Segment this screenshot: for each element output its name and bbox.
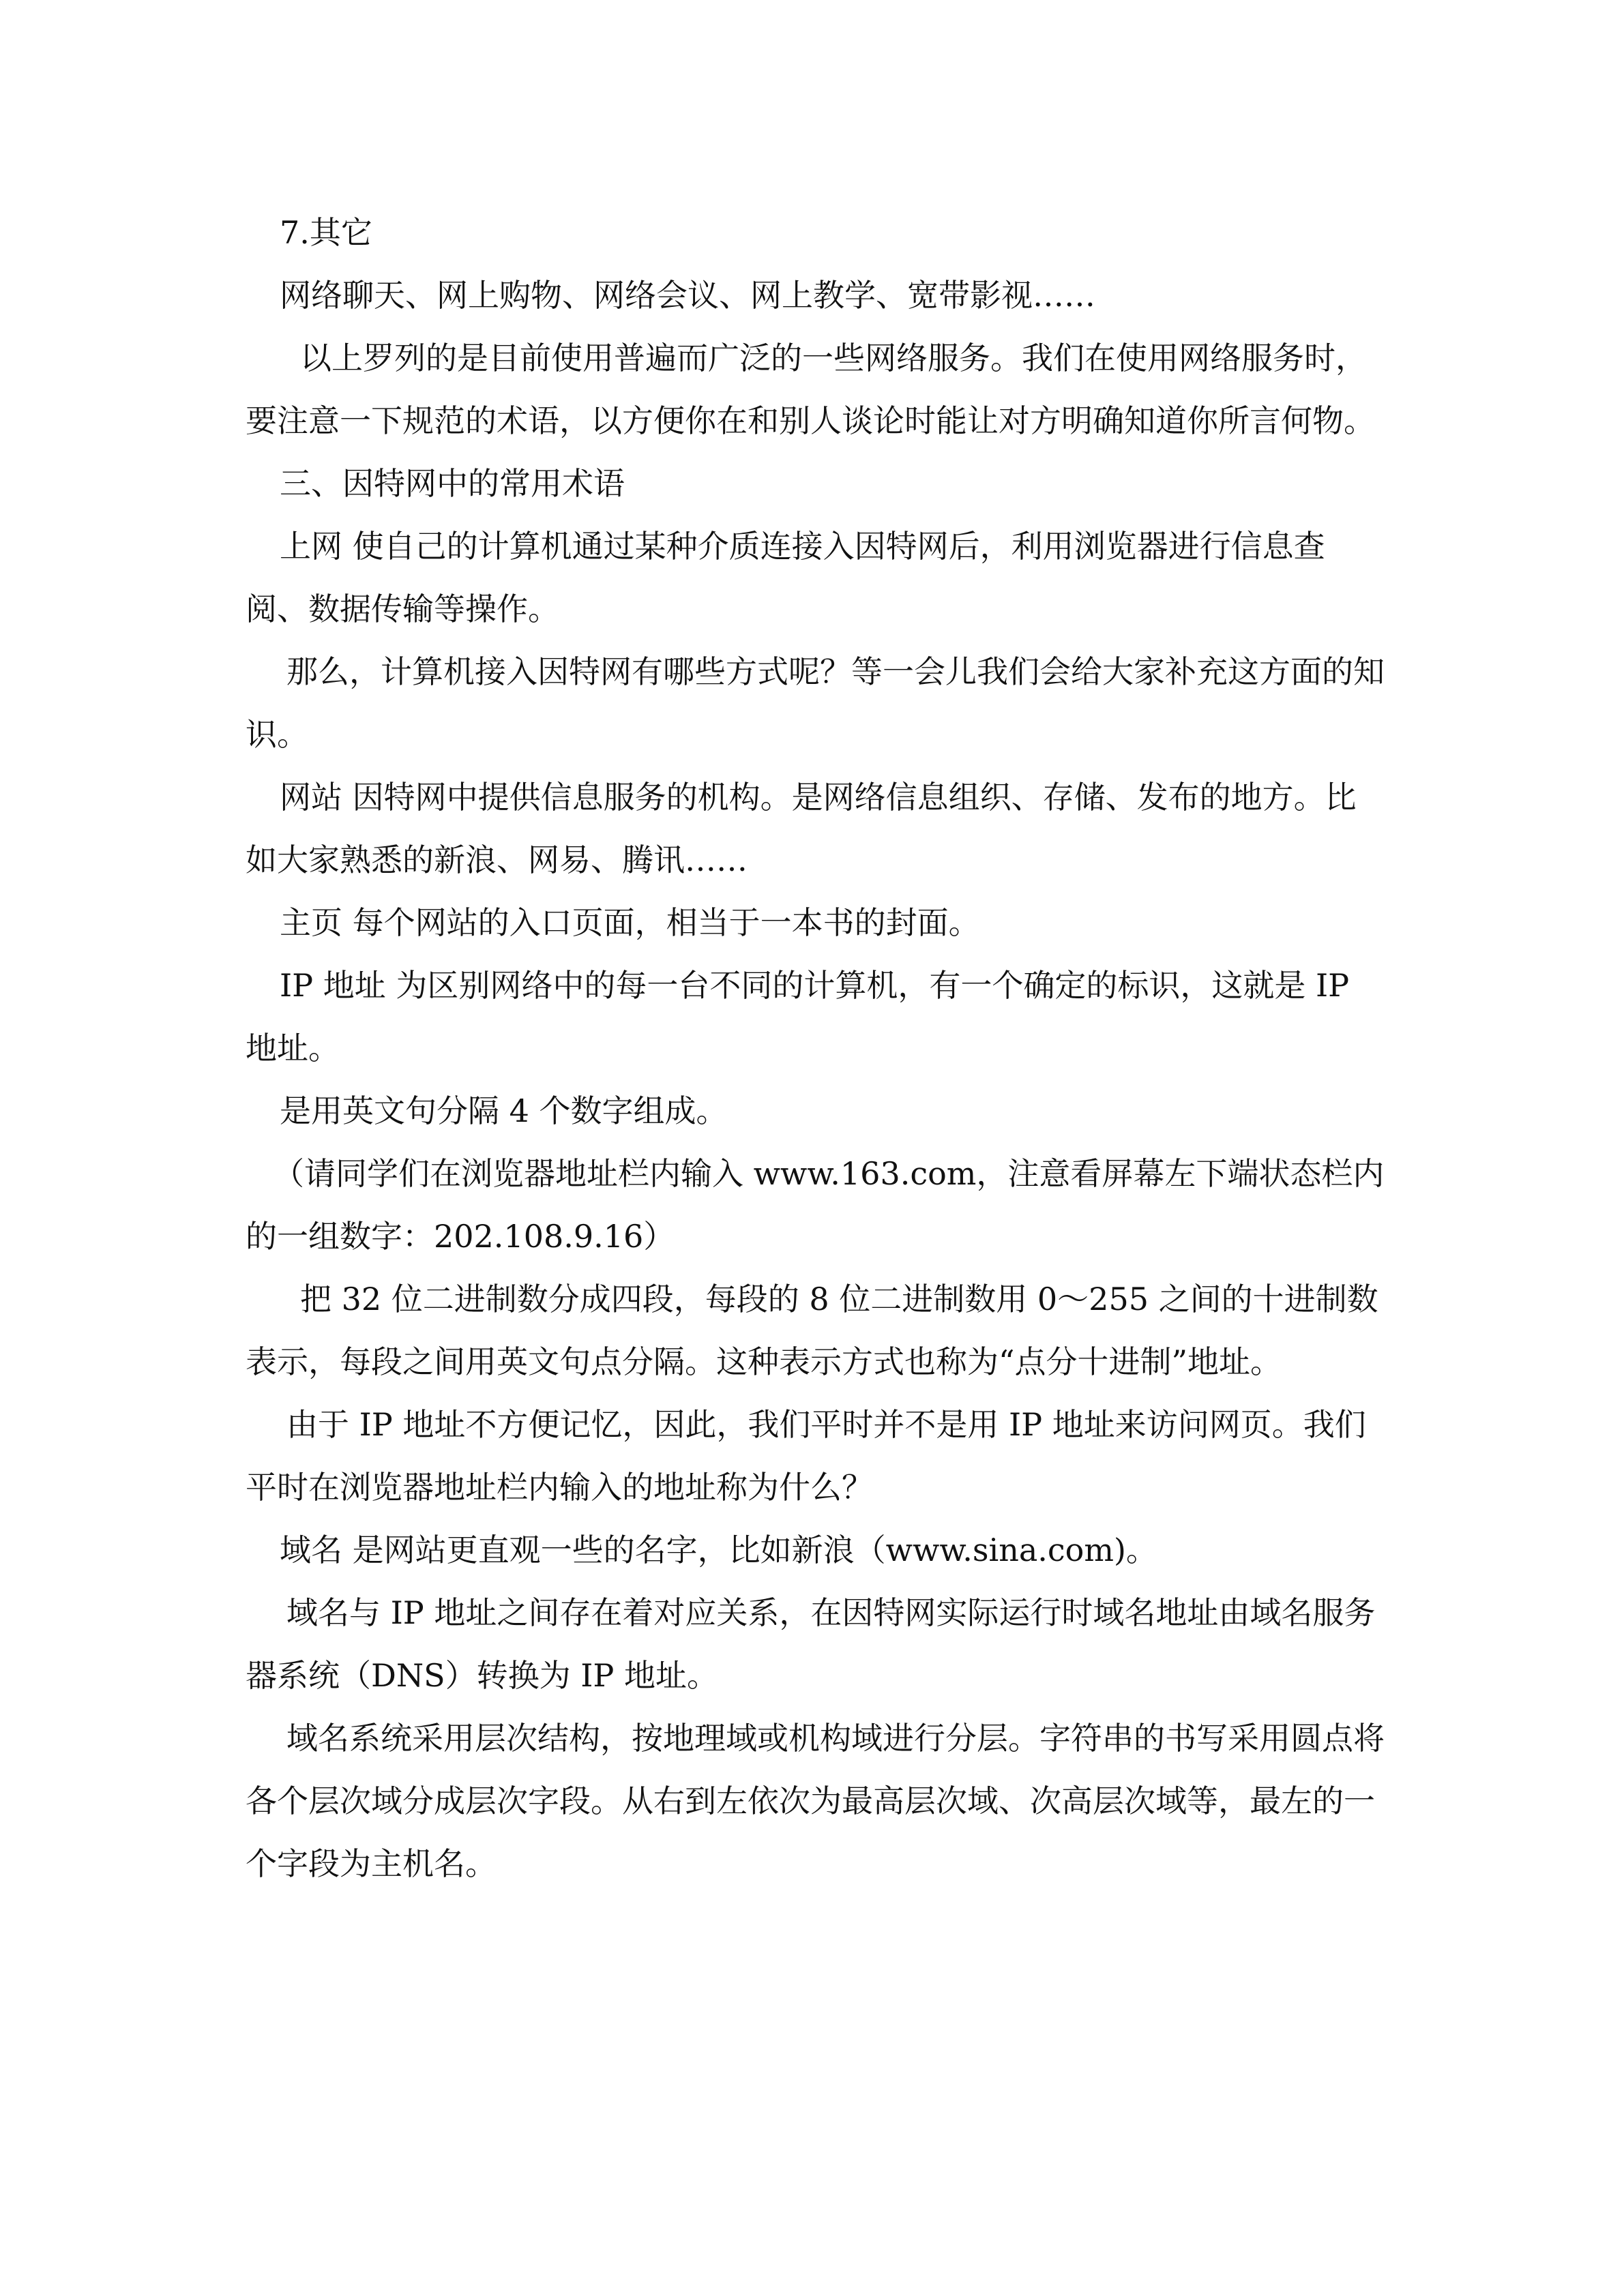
paragraph-network-services-list: 网络聊天、网上购物、网络会议、网上教学、宽带影视…… <box>280 277 1095 314</box>
paragraph-dotted-decimal: 把 32 位二进制数分成四段，每段的 8 位二进制数用 0～255 之间的十进制数表示，每段之间用英文句点分隔。这种表示方式也称为“点分十进制”地址。 <box>246 1281 1378 1380</box>
paragraph-term-domain-name: 域名 是网站更直观一些的名字，比如新浪（www.sina.com)。 <box>280 1532 1157 1568</box>
paragraph-term-website: 网站 因特网中提供信息服务的机构。是网络信息组织、存储、发布的地方。比如大家熟悉的新浪、网易、腾讯…… <box>246 779 1357 878</box>
paragraph-ip-format: 是用英文句分隔 4 个数字组成。 <box>280 1092 728 1129</box>
paragraph-term-online: 上网 使自己的计算机通过某种介质连接入因特网后，利用浏览器进行信息查阅、数据传输等操作。 <box>246 528 1325 627</box>
document-body <box>246 201 1385 1895</box>
paragraph-domain-hierarchy: 域名系统采用层次结构，按地理域或机构域进行分层。字符串的书写采用圆点将各个层次域分成层次字段。从右到左依次为最高层次域、次高层次域等，最左的一个字段为主机名。 <box>246 1720 1385 1882</box>
paragraph-term-ip-address: IP 地址 为区别网络中的每一台不同的计算机，有一个确定的标识，这就是 IP 地址。 <box>246 967 1350 1067</box>
section-heading-common-terms: 三、因特网中的常用术语 <box>280 465 625 502</box>
paragraph-dns-mapping: 域名与 IP 地址之间存在着对应关系，在因特网实际运行时域名地址由域名服务器系统（DNS）转换为 IP 地址。 <box>246 1594 1376 1694</box>
paragraph-ip-memory: 由于 IP 地址不方便记忆，因此，我们平时并不是用 IP 地址来访问网页。我们平时在浏览器地址栏内输入的地址称为什么？ <box>246 1406 1366 1506</box>
section-heading-other: 7.其它 <box>280 214 372 251</box>
paragraph-term-homepage: 主页 每个网站的入口页面，相当于一本书的封面。 <box>280 904 980 941</box>
paragraph-ip-example: （请同学们在浏览器地址栏内输入 www.163.com，注意看屏幕左下端状态栏内的一组数字：202.108.9.16） <box>246 1155 1385 1255</box>
paragraph-services-summary: 以上罗列的是目前使用普遍而广泛的一些网络服务。我们在使用网络服务时，要注意一下规范的术语，以方便你在和别人谈论时能让对方明确知道你所言何物。 <box>246 340 1375 439</box>
paragraph-access-methods: 那么，计算机接入因特网有哪些方式呢？等一会儿我们会给大家补充这方面的知识。 <box>246 653 1385 753</box>
